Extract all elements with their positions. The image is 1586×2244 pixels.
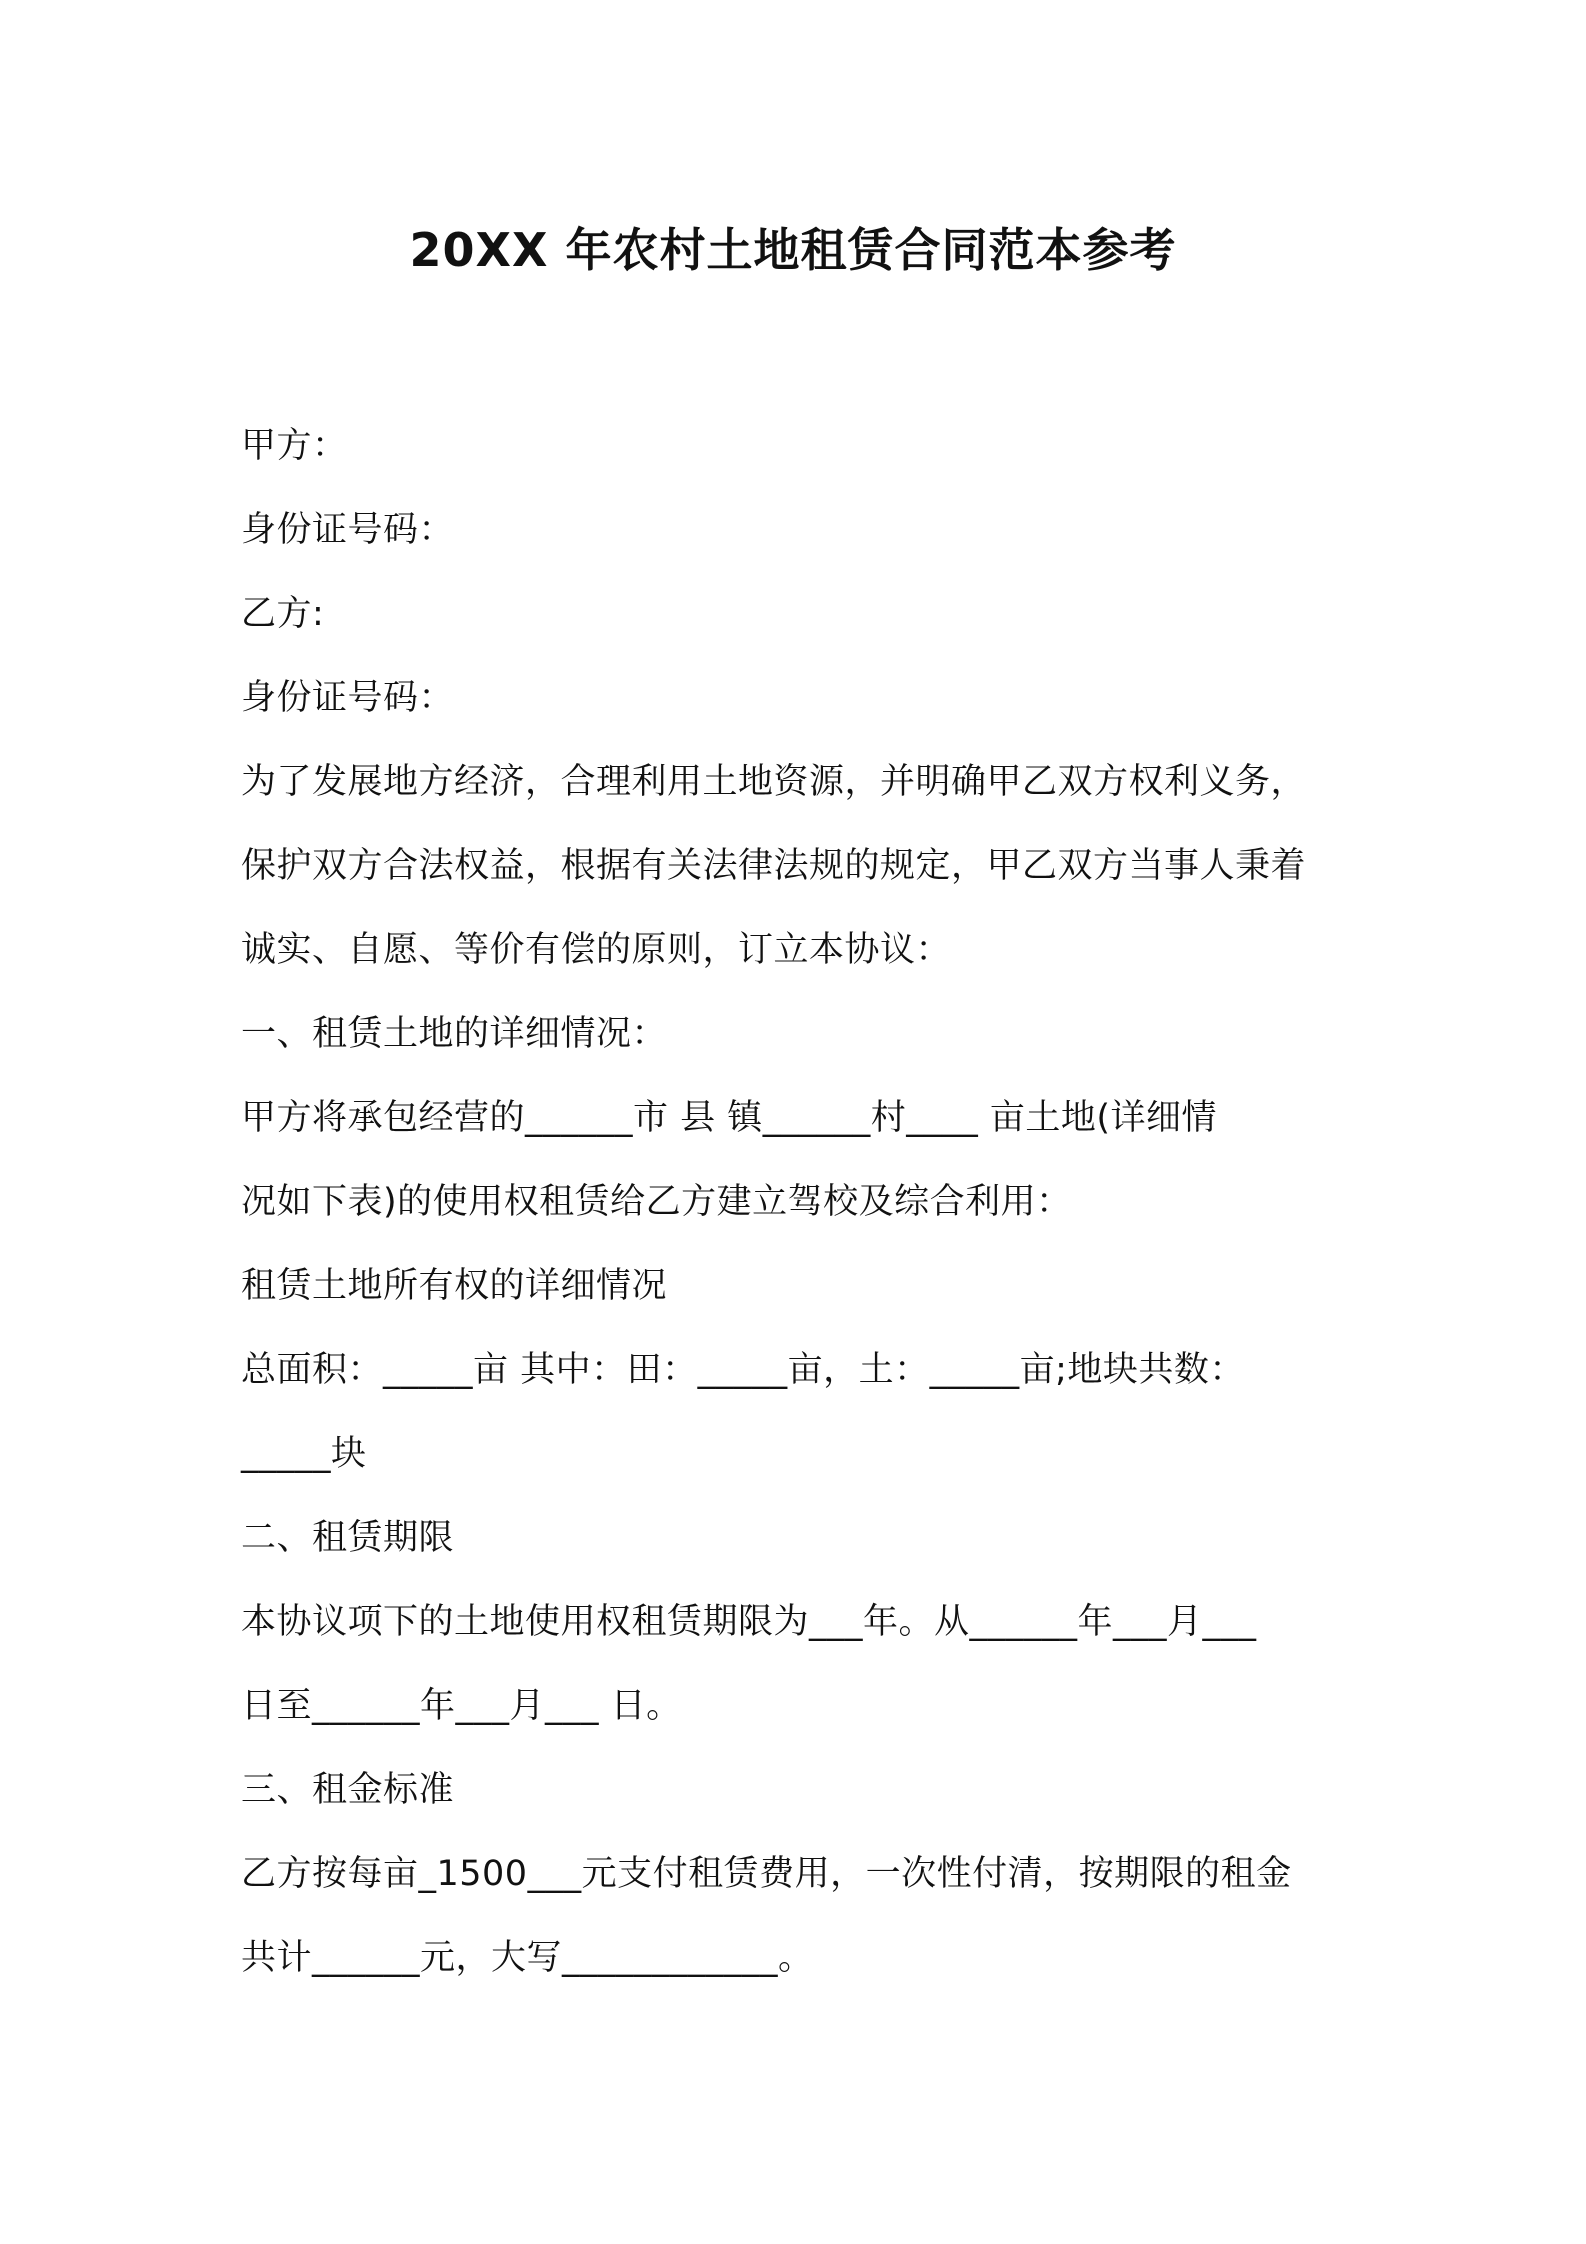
document-body bbox=[241, 404, 1356, 2000]
section-3-heading: 三、租金标准 bbox=[241, 1770, 455, 1810]
section-2-line-2: 日至______年___月___ 日。 bbox=[241, 1686, 682, 1726]
section-3-line-2: 共计______元，大写____________。 bbox=[241, 1938, 814, 1978]
section-3-line-1: 乙方按每亩_1500___元支付租赁费用，一次性付清，按期限的租金 bbox=[241, 1854, 1292, 1894]
document-title: 20XX 年农村土地租赁合同范本参考 bbox=[409, 223, 1177, 277]
section-1-heading: 一、租赁土地的详细情况： bbox=[241, 1014, 668, 1054]
preamble-line-2: 保护双方合法权益，根据有关法律法规的规定，甲乙双方当事人秉着 bbox=[241, 846, 1307, 886]
party-b-id-line: 身份证号码： bbox=[241, 678, 455, 718]
section-1-line-4: 总面积：_____亩 其中：田：_____亩，土：_____亩;地块共数： bbox=[241, 1350, 1245, 1390]
party-b-line: 乙方: bbox=[241, 594, 325, 634]
preamble-line-3: 诚实、自愿、等价有偿的原则，订立本协议： bbox=[241, 930, 952, 970]
section-2-heading: 二、租赁期限 bbox=[241, 1518, 455, 1558]
party-a-line: 甲方： bbox=[241, 426, 348, 466]
section-1-line-5: _____块 bbox=[241, 1434, 367, 1474]
preamble-line-1: 为了发展地方经济，合理利用土地资源，并明确甲乙双方权利义务， bbox=[241, 762, 1307, 802]
section-1-line-1: 甲方将承包经营的______市 县 镇______村____ 亩土地(详细情 bbox=[241, 1098, 1218, 1138]
section-2-line-1: 本协议项下的土地使用权租赁期限为___年。从______年___月___ bbox=[241, 1602, 1257, 1642]
party-a-id-line: 身份证号码： bbox=[241, 510, 455, 550]
section-1-line-2: 况如下表)的使用权租赁给乙方建立驾校及综合利用： bbox=[241, 1182, 1072, 1222]
section-1-line-3: 租赁土地所有权的详细情况 bbox=[241, 1266, 668, 1306]
